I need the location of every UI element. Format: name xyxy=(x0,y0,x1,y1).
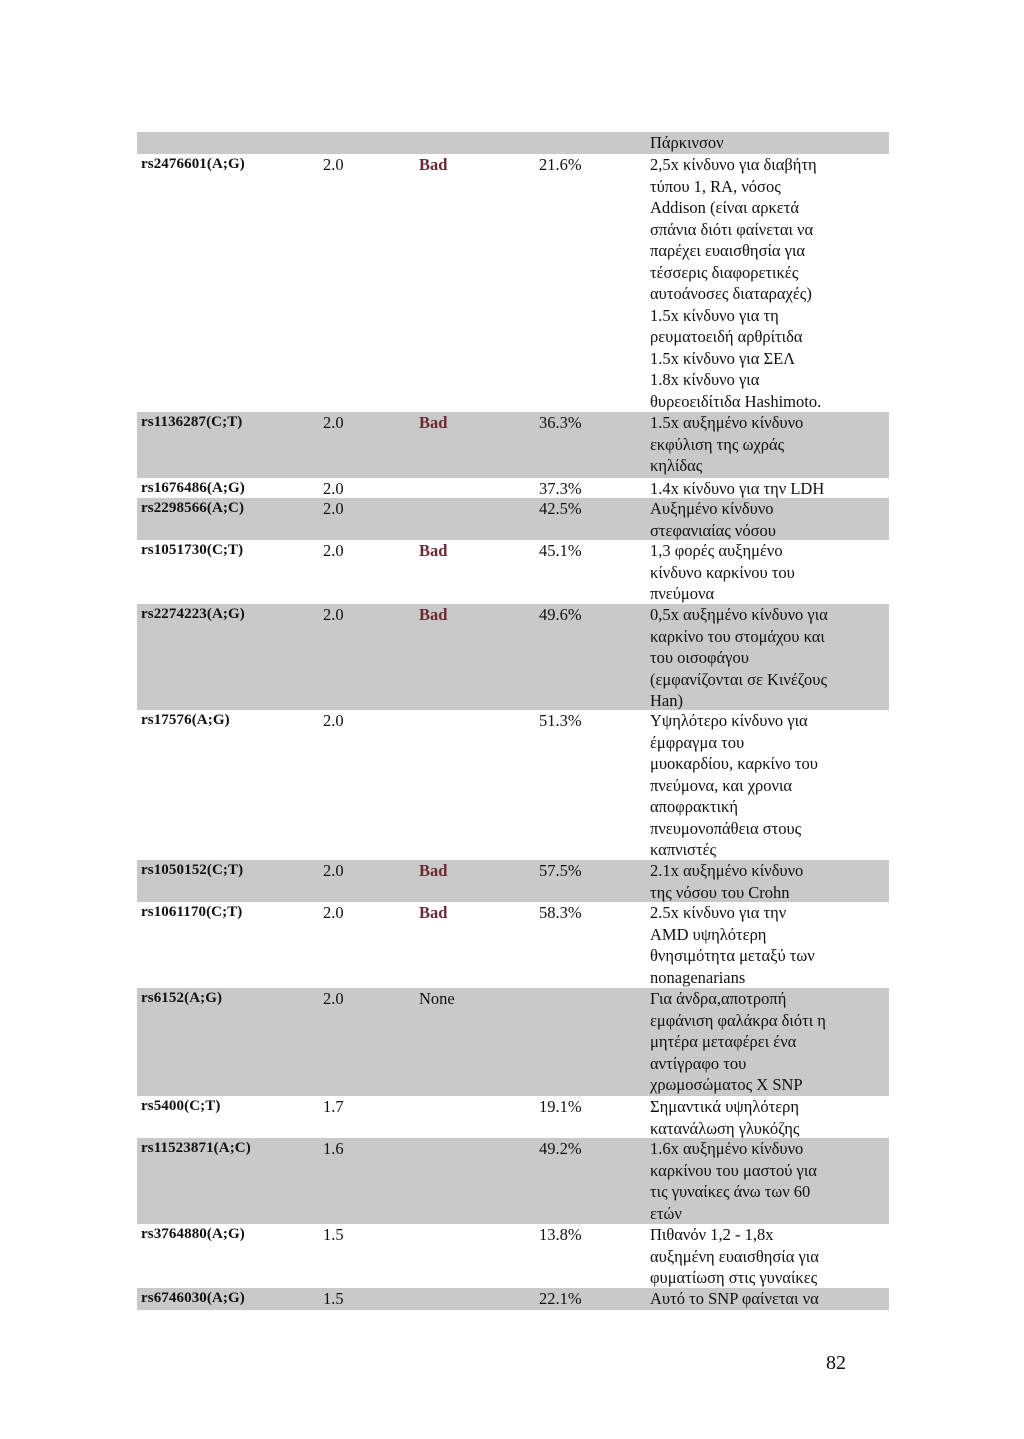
summary-line: στεφανιαίας νόσου xyxy=(650,520,776,540)
summary-line: του οισοφάγου xyxy=(650,648,749,667)
table-row xyxy=(137,1224,889,1288)
snp-id-cell: rs6152(A;G) xyxy=(141,990,223,1006)
magnitude-cell: 2.0 xyxy=(323,861,344,880)
table-row xyxy=(137,498,889,540)
summary-cell xyxy=(650,478,885,500)
table-row xyxy=(137,860,889,902)
repute-cell: Bad xyxy=(419,903,448,922)
table-row xyxy=(137,604,889,710)
table-row xyxy=(137,412,889,478)
summary-line: τέσσερις διαφορετικές xyxy=(650,262,799,282)
summary-line: αυξημένη ευαισθησία για xyxy=(650,1246,819,1266)
summary-cell xyxy=(650,902,885,988)
summary-cell xyxy=(650,154,885,412)
magnitude-cell: 2.0 xyxy=(323,155,344,174)
repute-cell: Bad xyxy=(419,861,448,880)
summary-line: 0,5x αυξημένο κίνδυνο για xyxy=(650,605,828,624)
summary-cell xyxy=(650,1224,885,1289)
magnitude-cell: 2.0 xyxy=(323,605,344,624)
repute-cell: Bad xyxy=(419,155,448,174)
frequency-cell: 45.1% xyxy=(539,541,582,560)
frequency-cell: 49.6% xyxy=(539,605,582,624)
magnitude-cell: 1.7 xyxy=(323,1097,344,1116)
magnitude-cell: 2.0 xyxy=(323,499,344,518)
summary-line: κατανάλωση γλυκόζης xyxy=(650,1118,800,1138)
table-row xyxy=(137,132,889,154)
snp-id-cell: rs6746030(A;G) xyxy=(141,1290,245,1306)
summary-line: πνευμονοπάθεια στους xyxy=(650,818,802,838)
summary-cell xyxy=(650,710,885,861)
magnitude-cell: 2.0 xyxy=(323,479,344,498)
summary-line: πνεύμονα xyxy=(650,584,715,603)
frequency-cell: 21.6% xyxy=(539,155,582,174)
frequency-cell: 51.3% xyxy=(539,711,582,730)
table-row xyxy=(137,1096,889,1138)
summary-line: 1.8x κίνδυνο για xyxy=(650,370,760,389)
summary-line: τύπου 1, RA, νόσος xyxy=(650,176,781,196)
summary-line: έμφραγμα του xyxy=(650,732,745,752)
summary-line: τις γυναίκες άνω των 60 xyxy=(650,1182,811,1201)
snp-id-cell: rs17576(A;G) xyxy=(141,712,230,728)
summary-line: 1.6x αυξημένο κίνδυνο xyxy=(650,1139,804,1158)
page-number: 82 xyxy=(826,1352,846,1374)
snp-id-cell: rs11523871(A;C) xyxy=(141,1140,251,1156)
frequency-cell: 37.3% xyxy=(539,479,582,498)
summary-cell xyxy=(650,860,885,903)
snp-id-cell: rs3764880(A;G) xyxy=(141,1226,245,1242)
summary-line: 1.5x αυξημένο κίνδυνο xyxy=(650,413,804,432)
snp-id-cell: rs1061170(C;T) xyxy=(141,904,243,920)
summary-line: καρκίνο του στομάχου και xyxy=(650,626,825,646)
summary-line: καρκίνου του μαστού για xyxy=(650,1160,817,1180)
summary-line: χρωμοσώματος X SNP xyxy=(650,1075,803,1094)
frequency-cell: 19.1% xyxy=(539,1097,582,1116)
summary-line: εκφύλιση της ωχράς xyxy=(650,434,785,454)
summary-line: της νόσου του Crohn xyxy=(650,882,790,902)
summary-line: Για άνδρα,αποτροπή xyxy=(650,989,787,1008)
repute-cell: None xyxy=(419,989,455,1008)
summary-line: παρέχει ευαισθησία για xyxy=(650,241,806,260)
snp-id-cell: rs2274223(A;G) xyxy=(141,606,245,622)
frequency-cell: 22.1% xyxy=(539,1289,582,1308)
table-row xyxy=(137,902,889,988)
summary-line: 1.4x κίνδυνο για την LDH xyxy=(650,479,825,498)
summary-line: θυρεοειδίτιδα Hashimoto. xyxy=(650,391,822,411)
summary-line: Πιθανόν 1,2 - 1,8x xyxy=(650,1225,774,1244)
summary-line: Αυτό το SNP φαίνεται να xyxy=(650,1289,819,1308)
summary-line: αυτοάνοσες διαταραχές) xyxy=(650,284,812,303)
summary-line: Υψηλότερο κίνδυνο για xyxy=(650,711,808,730)
frequency-cell: 58.3% xyxy=(539,903,582,922)
summary-line: καπνιστές xyxy=(650,840,717,859)
summary-line: αντίγραφο του xyxy=(650,1053,747,1073)
summary-line: θνησιμότητα μεταξύ των xyxy=(650,946,815,965)
summary-line: Addison (είναι αρκετά xyxy=(650,198,799,217)
summary-cell xyxy=(650,604,885,712)
magnitude-cell: 2.0 xyxy=(323,903,344,922)
summary-line: μυοκαρδίου, καρκίνο του xyxy=(650,754,818,773)
summary-line: σπάνια διότι φαίνεται να xyxy=(650,219,814,239)
magnitude-cell: 1.6 xyxy=(323,1139,344,1158)
summary-line: 2.1x αυξημένο κίνδυνο xyxy=(650,861,804,880)
repute-cell: Bad xyxy=(419,605,448,624)
repute-cell: Bad xyxy=(419,413,448,432)
magnitude-cell: 1.5 xyxy=(323,1289,344,1308)
magnitude-cell: 1.5 xyxy=(323,1225,344,1244)
summary-line: μητέρα μεταφέρει ένα xyxy=(650,1032,797,1051)
frequency-cell: 57.5% xyxy=(539,861,582,880)
summary-line: Αυξημένο κίνδυνο xyxy=(650,499,774,518)
summary-line: 1.5x κίνδυνο για ΣΕΛ xyxy=(650,348,796,368)
frequency-cell: 49.2% xyxy=(539,1139,582,1158)
summary-line: κηλίδας xyxy=(650,456,703,475)
summary-cell xyxy=(650,988,885,1096)
summary-line: αποφρακτική xyxy=(650,797,738,816)
magnitude-cell: 2.0 xyxy=(323,989,344,1008)
summary-cell xyxy=(650,412,885,477)
summary-line: φυματίωση στις γυναίκες xyxy=(650,1268,818,1287)
summary-cell xyxy=(650,540,885,605)
table-row xyxy=(137,988,889,1096)
frequency-cell: 13.8% xyxy=(539,1225,582,1244)
summary-line: ρευματοειδή αρθρίτιδα xyxy=(650,327,803,346)
summary-line: κίνδυνο καρκίνου του xyxy=(650,562,795,582)
snp-id-cell: rs2476601(A;G) xyxy=(141,156,245,172)
frequency-cell: 42.5% xyxy=(539,499,582,518)
summary-line: εμφάνιση φαλάκρα διότι η xyxy=(650,1010,826,1030)
snp-id-cell: rs1050152(C;T) xyxy=(141,862,244,878)
summary-line: πνεύμονα, και χρονια xyxy=(650,775,793,795)
table-row xyxy=(137,1138,889,1224)
magnitude-cell: 2.0 xyxy=(323,541,344,560)
snp-id-cell: rs1676486(A;G) xyxy=(141,480,245,496)
magnitude-cell: 2.0 xyxy=(323,711,344,730)
summary-cell xyxy=(650,132,885,154)
summary-line: ετών xyxy=(650,1203,682,1223)
summary-cell xyxy=(650,498,885,541)
magnitude-cell: 2.0 xyxy=(323,413,344,432)
summary-line: 2.5x κίνδυνο για την xyxy=(650,903,787,922)
summary-cell xyxy=(650,1288,885,1310)
summary-line: nonagenarians xyxy=(650,967,746,987)
summary-line: AMD υψηλότερη xyxy=(650,924,767,944)
summary-cell xyxy=(650,1096,885,1139)
summary-line: Σημαντικά υψηλότερη xyxy=(650,1097,799,1116)
summary-line: 1.5x κίνδυνο για τη xyxy=(650,305,779,325)
summary-line: (εμφανίζονται σε Κινέζους xyxy=(650,669,827,689)
summary-line: 1,3 φορές αυξημένο xyxy=(650,541,783,560)
snp-id-cell: rs1051730(C;T) xyxy=(141,542,244,558)
summary-cell xyxy=(650,1138,885,1224)
table-row xyxy=(137,1288,889,1310)
table-row xyxy=(137,710,889,860)
snp-id-cell: rs1136287(C;T) xyxy=(141,414,243,430)
summary-line: Han) xyxy=(650,691,683,710)
frequency-cell: 36.3% xyxy=(539,413,582,432)
summary-line: Πάρκινσον xyxy=(650,133,724,152)
table-row xyxy=(137,540,889,604)
table-row xyxy=(137,154,889,412)
summary-line: 2,5x κίνδυνο για διαβήτη xyxy=(650,155,817,174)
snp-table xyxy=(137,132,889,1310)
repute-cell: Bad xyxy=(419,541,448,560)
table-row xyxy=(137,478,889,498)
snp-id-cell: rs5400(C;T) xyxy=(141,1098,221,1114)
snp-id-cell: rs2298566(A;C) xyxy=(141,500,245,516)
